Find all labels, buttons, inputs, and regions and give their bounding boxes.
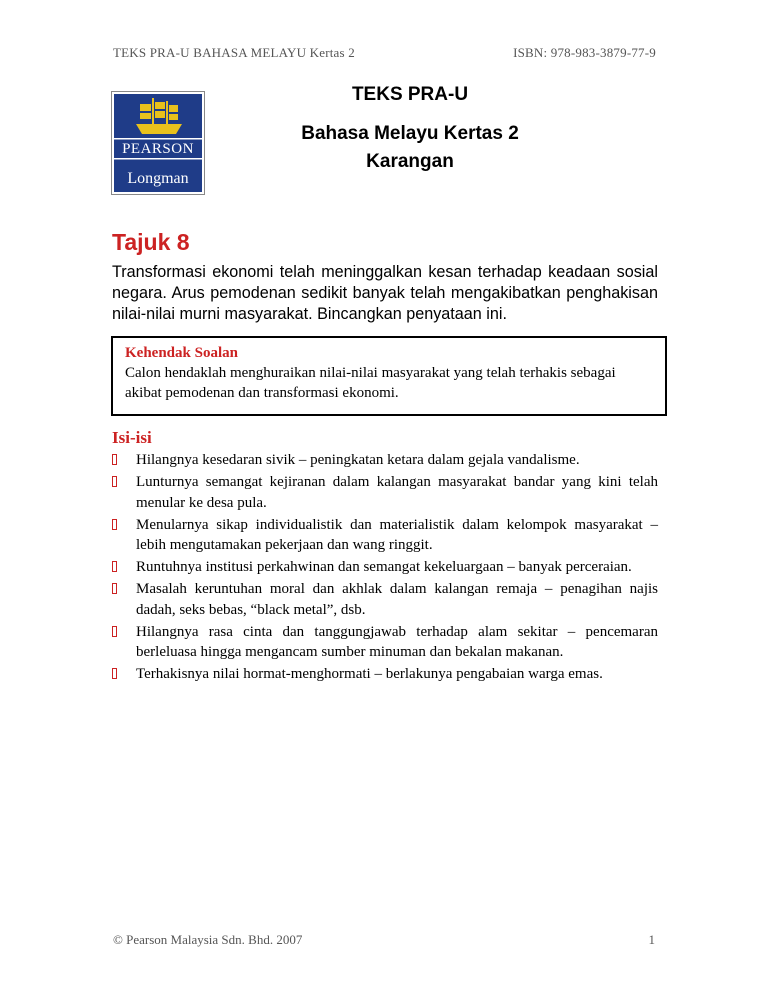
page-number: 1 (648, 932, 655, 947)
list-item (112, 515, 658, 556)
list-item-text: Menularnya sikap individualistik dan materialistik dalam kelompok masyarakat – lebih mengutamakan pekerjaan dan wang ringgit. (136, 516, 658, 553)
doc-title: TEKS PRA-U (351, 84, 469, 105)
doc-subtitle: Bahasa Melayu Kertas 2 (301, 123, 519, 144)
logo-sub-text: Longman (127, 170, 189, 187)
bullet-icon (112, 519, 117, 530)
logo-brand-text: PEARSON (122, 141, 194, 157)
list-item-text: Runtuhnya institusi perkahwinan dan semangat kekeluargaan – banyak perceraian. (136, 559, 632, 575)
list-item-text: Hilangnya kesedaran sivik – peningkatan ketara dalam gejala vandalisme. (136, 452, 580, 468)
doc-section: Karangan (366, 151, 454, 172)
bullet-icon (112, 476, 117, 487)
list-item (112, 579, 658, 620)
topic-heading: Tajuk 8 (112, 229, 190, 255)
list-item-text: Hilangnya rasa cinta dan tanggungjawab terhadap alam sekitar – pencemaran berleluasa hingga mengancam sumber minuman dan bekalan makanan. (136, 623, 658, 660)
running-header-title: TEKS PRA-U BAHASA MELAYU Kertas 2 (113, 45, 355, 60)
kehendak-title: Kehendak Soalan (125, 345, 238, 361)
list-item (112, 622, 658, 663)
bullet-icon (112, 454, 117, 465)
kehendak-text: Calon hendaklah menghuraikan nilai-nilai masyarakat yang telah terhakis sebagai akibat pemodenan dan transformasi ekonomi. (125, 365, 616, 401)
list-item (112, 450, 658, 471)
bullet-icon (112, 583, 117, 594)
kehendak-soalan-box (111, 336, 667, 416)
list-item (112, 664, 658, 685)
logo-graphic (112, 92, 204, 194)
pearson-longman-logo (111, 91, 205, 195)
running-header-isbn: ISBN: 978-983-3879-77-9 (513, 45, 656, 60)
bullet-icon (112, 626, 117, 637)
list-item-text: Masalah keruntuhan moral dan akhlak dalam kalangan remaja – penagihan najis dadah, seks bebas, “black metal”, dsb. (136, 581, 658, 618)
essay-question: Transformasi ekonomi telah meninggalkan kesan terhadap keadaan sosial negara. Arus pemodenan sedikit banyak telah mengakibatkan penghakisan nilai-nilai murni masyarakat. Bincangkan penyataan ini. (112, 263, 658, 323)
isi-list (112, 450, 658, 686)
bullet-icon (112, 561, 117, 572)
isi-heading: Isi-isi (112, 428, 152, 447)
footer-copyright: © Pearson Malaysia Sdn. Bhd. 2007 (113, 932, 303, 947)
bullet-icon (112, 668, 117, 679)
list-item (112, 472, 658, 513)
list-item-text: Terhakisnya nilai hormat-menghormati – berlakunya pengabaian warga emas. (136, 666, 603, 682)
list-item (112, 557, 658, 578)
list-item-text: Lunturnya semangat kejiranan dalam kalangan masyarakat bandar yang kini telah menular ke desa pula. (136, 474, 658, 511)
